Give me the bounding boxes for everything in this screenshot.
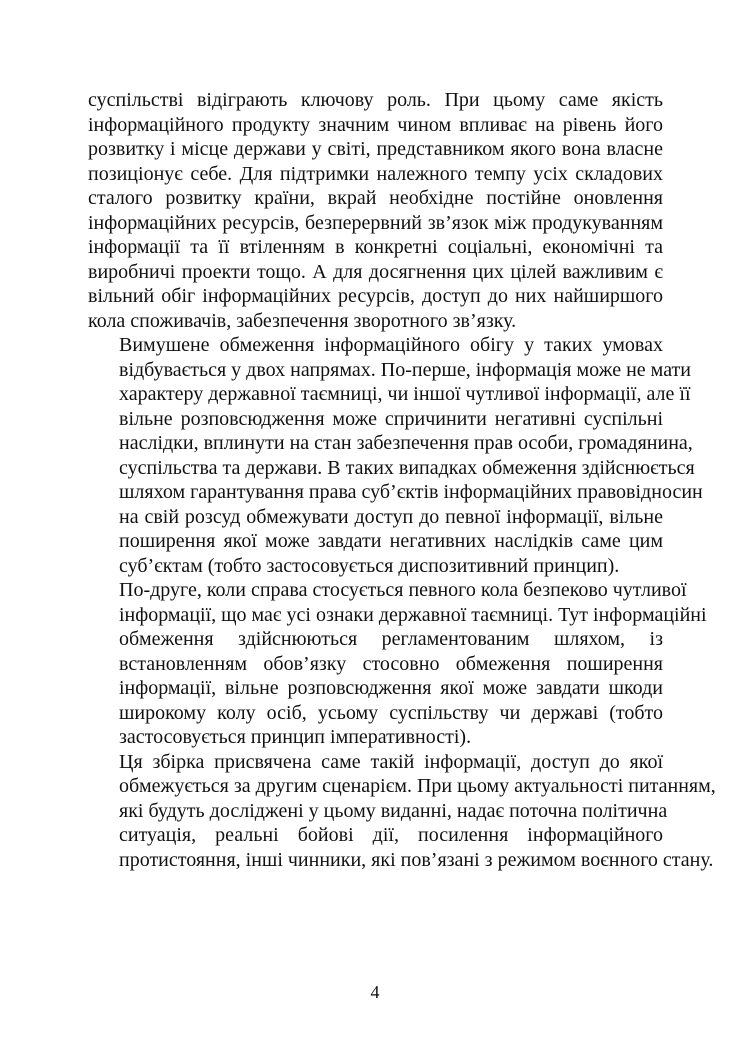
text-line: По-друге, коли справа стосується певного кола безпеково чутливої <box>119 579 687 601</box>
text-line: виробничі проекти тощо. А для досягнення цих цілей важливим є <box>88 260 663 283</box>
text-line: наслідки, вплинути на стан забезпечення прав особи, громадянина, <box>119 432 693 454</box>
text-line: характеру державної таємниці, чи іншої чутливої інформації, але її <box>119 383 691 405</box>
text-line: шляхом гарантування права суб’єктів інформаційних правовідносин <box>119 481 703 503</box>
paragraph-3 <box>88 578 707 750</box>
text-line: кола споживачів, забезпечення зворотного зв’язку. <box>88 309 517 332</box>
page-number: 4 <box>370 982 380 1002</box>
text-line: інформації, що має усі ознаки державної таємниці. Тут інформаційні <box>119 603 707 626</box>
text-line: обмежується за другим сценарієм. При цьому актуальності питанням, <box>119 775 716 797</box>
text-line: інформації та її втіленням в конкретні соціальні, економічні та <box>88 236 663 258</box>
text-line: Ця збірка присвячена саме такій інформації, доступ до якої <box>119 750 663 773</box>
text-line: сталого розвитку країни, вкрай необхідне постійне оновлення <box>88 187 663 209</box>
text-line: відбувається у двох напрямах. По-перше, інформація може не мати <box>119 358 691 381</box>
text-line: позиціонує себе. Для підтримки належного темпу усіх складових <box>88 162 663 185</box>
paragraph-2 <box>88 333 703 578</box>
text-line: інформаційних ресурсів, безперервний зв’язок між продукуванням <box>88 211 663 234</box>
text-line: інформації, вільне розповсюдження якої може завдати шкоди <box>119 677 663 699</box>
text-line: поширення якої може завдати негативних наслідків саме цим <box>119 530 663 552</box>
text-line: ситуація, реальні бойові дії, посилення інформаційного <box>119 824 663 846</box>
text-line: вільне розповсюдження може спричинити негативні суспільні <box>119 407 663 430</box>
text-line: протистояння, інші чинники, які пов’язані з режимом воєнного стану. <box>119 848 714 871</box>
text-line: вільний обіг інформаційних ресурсів, доступ до них найширшого <box>88 285 663 307</box>
text-line: застосовується принцип імперативності). <box>119 726 472 748</box>
text-line: широкому колу осіб, усьому суспільству чи державі (тобто <box>119 701 663 724</box>
paragraph-4 <box>88 750 716 873</box>
text-line: які будуть досліджені у цьому виданні, надає поточна політична <box>119 799 668 822</box>
paragraph-1 <box>88 88 663 333</box>
text-line: інформаційного продукту значним чином впливає на рівень його <box>88 113 663 136</box>
body-text <box>88 88 716 872</box>
text-line: Вимушене обмеження інформаційного обігу у таких умовах <box>119 334 663 356</box>
text-line: встановленням обов’язку стосовно обмеження поширення <box>119 652 663 675</box>
text-line: розвитку і місце держави у світі, представником якого вона власне <box>88 138 663 160</box>
text-line: суспільстві відіграють ключову роль. При цьому саме якість <box>88 89 663 111</box>
text-line: обмеження здійснюються регламентованим шляхом, із <box>119 628 663 650</box>
text-line: суб’єктам (тобто застосовується диспозитивний принцип). <box>119 554 620 577</box>
text-line: на свій розсуд обмежувати доступ до певної інформації, вільне <box>119 505 663 528</box>
text-line: суспільства та держави. В таких випадках обмеження здійснюється <box>119 456 695 479</box>
